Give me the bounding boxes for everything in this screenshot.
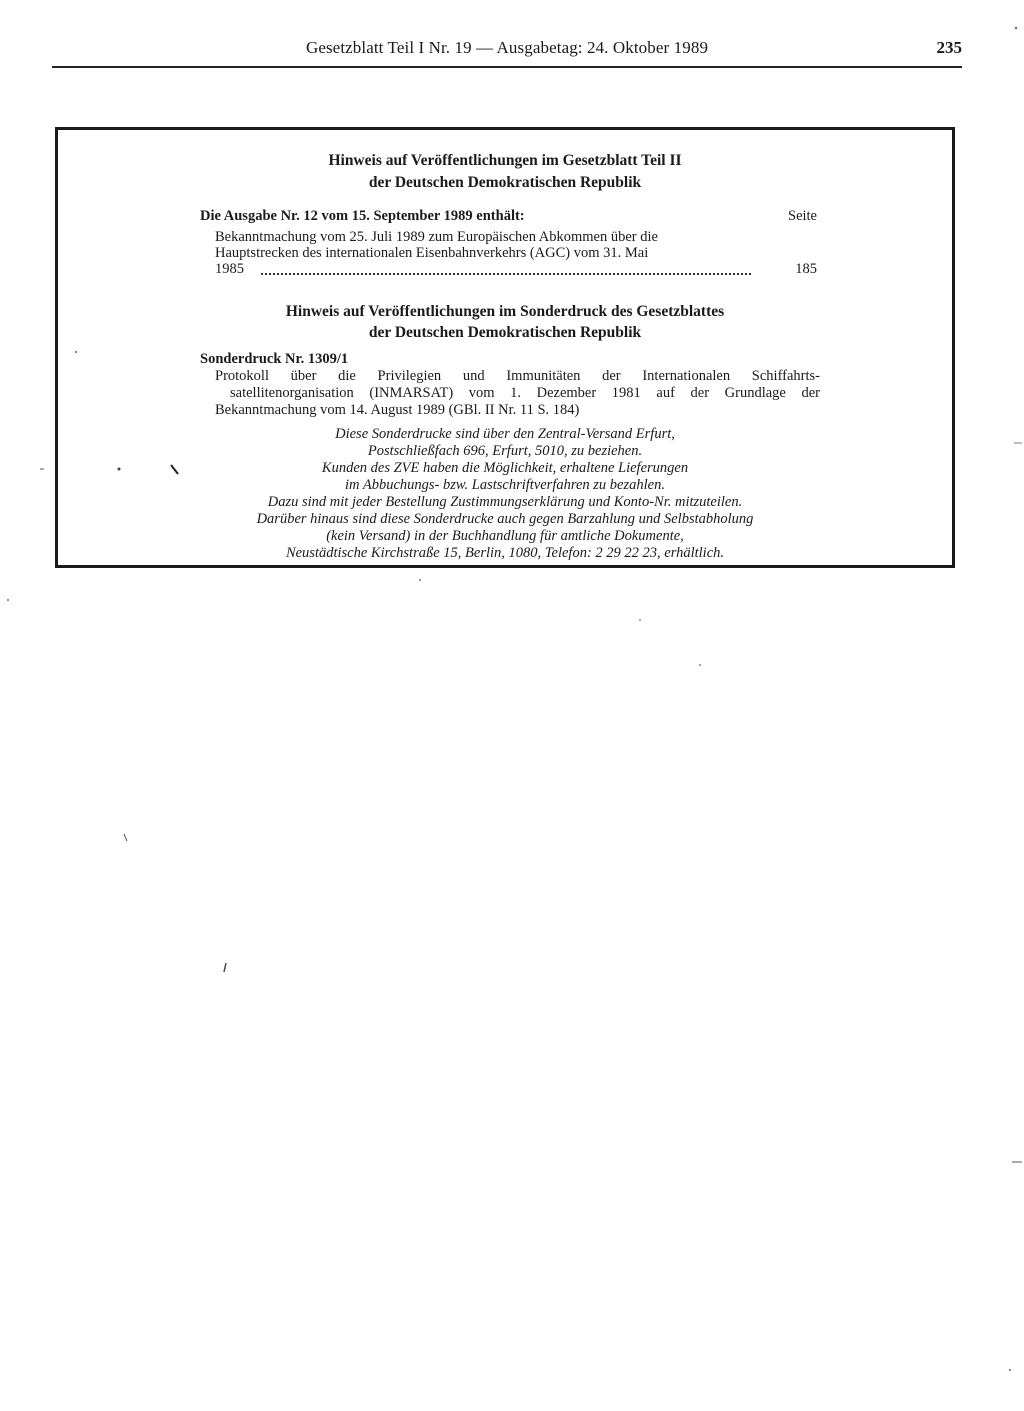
teil-ii-entry-line-2: Hauptstrecken des internationalen Eisenbahnverkehrs (AGC) vom 31. Mai xyxy=(215,245,649,261)
teil-ii-heading-line-1: Hinweis auf Veröffentlichungen im Gesetzblatt Teil II xyxy=(328,152,682,169)
page-column-label: Seite xyxy=(788,208,817,224)
scan-speck xyxy=(1009,1369,1011,1371)
sonderdruck-label: Sonderdruck Nr. 1309/1 xyxy=(200,351,349,367)
sonderdruck-heading-line-1: Hinweis auf Veröffentlichungen im Sonderdruck des Gesetzblattes xyxy=(285,303,725,320)
ordering-info-line-6: Darüber hinaus sind diese Sonderdrucke auch gegen Barzahlung und Selbstabholung xyxy=(256,511,754,527)
issue-label: Die Ausgabe Nr. 12 vom 15. September 1989 enthält: xyxy=(200,208,525,224)
page-number: 235 xyxy=(936,38,962,57)
scan-speck xyxy=(7,599,9,601)
ordering-info-line-7: (kein Versand) in der Buchhandlung für amtliche Dokumente, xyxy=(326,528,684,544)
scan-speck xyxy=(124,834,127,841)
ordering-info-line-3: Kunden des ZVE haben die Möglichkeit, erhaltene Lieferungen xyxy=(321,460,689,476)
ordering-info-line-1: Diese Sonderdrucke sind über den Zentral-Versand Erfurt, xyxy=(335,426,675,442)
sonderdruck-entry-line-2: satellitenorganisation (INMARSAT) vom 1. Dezember 1981 auf der Grundlage der xyxy=(230,385,820,401)
scan-speck xyxy=(419,579,421,581)
ordering-info-line-5: Dazu sind mit jeder Bestellung Zustimmungserklärung und Konto-Nr. mitzuteilen. xyxy=(267,494,743,510)
scan-speck xyxy=(224,963,226,972)
notice-box xyxy=(55,127,955,568)
scan-speck xyxy=(699,664,701,666)
teil-ii-entry-page: 185 xyxy=(795,261,817,277)
scan-speck xyxy=(639,619,641,621)
dot-leader xyxy=(261,273,751,275)
scan-speck xyxy=(1015,27,1017,29)
teil-ii-heading-line-2: der Deutschen Demokratischen Republik xyxy=(368,174,642,191)
teil-ii-entry-line-3: 1985 xyxy=(215,261,244,277)
running-title: Gesetzblatt Teil I Nr. 19 — Ausgabetag: 24. Oktober 1989 xyxy=(305,38,709,57)
sonderdruck-entry-line-3: Bekanntmachung vom 14. August 1989 (GBl. II Nr. 11 S. 184) xyxy=(215,402,580,418)
ordering-info-line-8: Neustädtische Kirchstraße 15, Berlin, 1080, Telefon: 2 29 22 23, erhältlich. xyxy=(285,545,725,561)
teil-ii-entry-line-1: Bekanntmachung vom 25. Juli 1989 zum Europäischen Abkommen über die xyxy=(215,229,658,245)
ordering-info-line-4: im Abbuchungs- bzw. Lastschriftverfahren zu bezahlen. xyxy=(345,477,665,493)
sonderdruck-entry-line-1: Protokoll über die Privilegien und Immunitäten der Internationalen Schiffahrts- xyxy=(215,368,820,384)
ordering-info-line-2: Postschließfach 696, Erfurt, 5010, zu beziehen. xyxy=(367,443,643,459)
sonderdruck-heading-line-2: der Deutschen Demokratischen Republik xyxy=(368,324,642,341)
running-header xyxy=(52,36,962,68)
